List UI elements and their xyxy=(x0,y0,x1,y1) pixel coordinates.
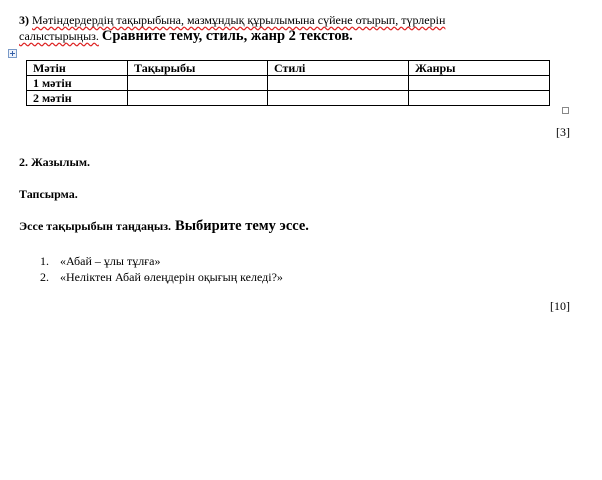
table-header-row xyxy=(27,61,550,76)
table-cell[interactable]: 1 мәтін xyxy=(27,76,128,91)
question-3-text-kz-end: салыстырыңыз. xyxy=(19,29,99,43)
table-row xyxy=(27,91,550,106)
table-resize-handle-icon[interactable] xyxy=(562,107,569,114)
question-3-line-1 xyxy=(19,12,579,28)
table-cell[interactable] xyxy=(268,76,409,91)
table-move-handle-icon[interactable] xyxy=(8,49,17,58)
list-item xyxy=(40,253,283,269)
table-cell[interactable] xyxy=(268,91,409,106)
essay-instruction-ru: Выбирите тему эссе. xyxy=(175,218,309,234)
essay-topic-list xyxy=(40,253,283,285)
table-row xyxy=(27,76,550,91)
list-item-number: 1. xyxy=(40,254,49,268)
essay-instruction xyxy=(19,217,309,235)
section-2-heading: 2. Жазылым. xyxy=(19,155,91,169)
table-header-cell[interactable]: Мәтін xyxy=(27,61,128,76)
table-cell[interactable] xyxy=(409,76,550,91)
table-header-cell[interactable]: Жанры xyxy=(409,61,550,76)
table-cell[interactable]: 2 мәтін xyxy=(27,91,128,106)
comparison-table xyxy=(26,60,550,106)
list-item xyxy=(40,269,283,285)
table-cell[interactable] xyxy=(409,91,550,106)
table-cell[interactable] xyxy=(128,76,268,91)
table-header-cell[interactable]: Стилі xyxy=(268,61,409,76)
score-question-3: [3] xyxy=(556,125,570,139)
essay-instruction-kz: Эссе тақырыбын таңдаңыз. xyxy=(19,219,172,233)
list-item-text: «Абай – ұлы тұлға» xyxy=(60,254,161,268)
score-essay: [10] xyxy=(550,299,570,313)
table-cell[interactable] xyxy=(128,91,268,106)
list-item-number: 2. xyxy=(40,270,49,284)
question-number: 3) xyxy=(19,13,29,27)
question-3-text-kz: Мәтіндердердің тақырыбына, мазмұндық құрылымына сүйене отырып, түрлерін xyxy=(32,13,446,27)
table-header-cell[interactable]: Тақырыбы xyxy=(128,61,268,76)
list-item-text: «Неліктен Абай өлеңдерін оқығың келеді?» xyxy=(60,270,283,284)
task-label: Тапсырма. xyxy=(19,187,78,201)
question-3-text-ru: Сравните тему, стиль, жанр 2 текстов. xyxy=(101,28,353,44)
question-3-line-2 xyxy=(19,28,579,44)
question-3 xyxy=(19,12,579,44)
